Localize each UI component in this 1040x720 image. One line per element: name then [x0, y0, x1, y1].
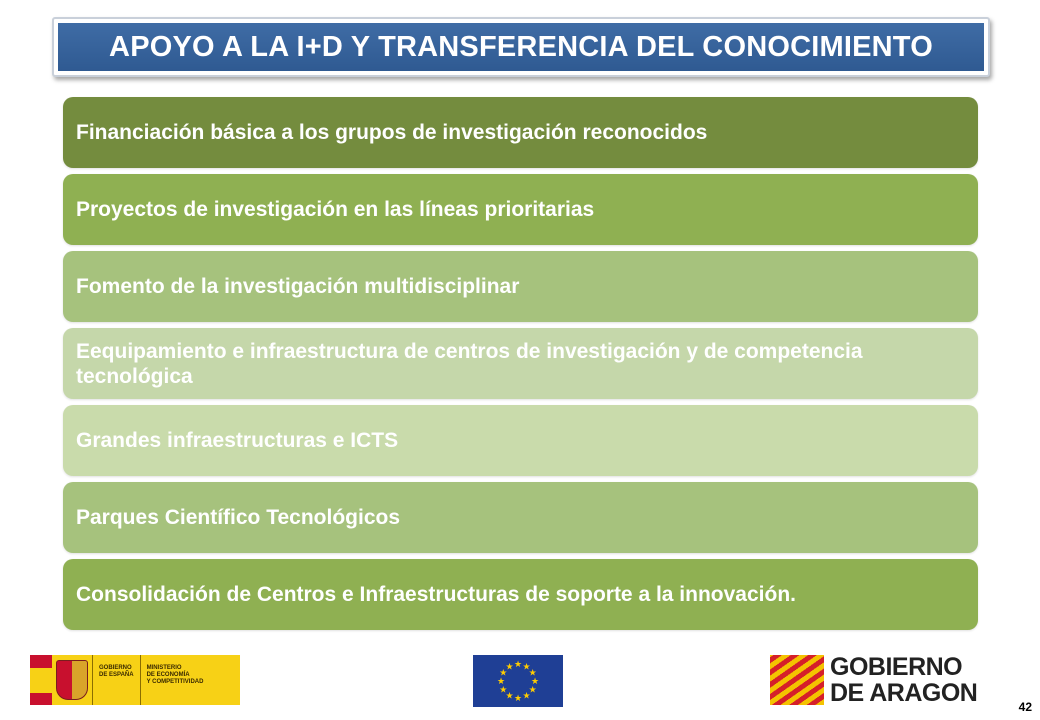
page-title: APOYO A LA I+D Y TRANSFERENCIA DEL CONOCIMIENTO [109, 30, 933, 63]
eu-star-icon: ★ [499, 684, 508, 695]
eu-star-icon: ★ [528, 667, 537, 678]
eu-flag-icon [473, 655, 563, 707]
list-item-label: Eequipamiento e infraestructura de centros de investigación y de competencia tecnológica [76, 339, 863, 388]
list-item-label: Grandes infraestructuras e ICTS [76, 429, 399, 452]
gobierno-aragon-text: GOBIERNO DE ARAGON [830, 653, 978, 707]
eu-star-icon: ★ [513, 693, 523, 703]
list-item-label: Fomento de la investigación multidisciplinar [76, 275, 520, 298]
gobierno-espana-text: GOBIERNO DE ESPAÑA [92, 655, 140, 705]
gobierno-espana-logo [30, 655, 240, 705]
list-item [63, 405, 978, 476]
list-item [63, 328, 978, 399]
list-item-label: Parques Científico Tecnológicos [76, 506, 401, 529]
gobierno-aragon-logo [770, 655, 1000, 705]
eu-star-icon: ★ [499, 667, 508, 678]
page-number: 42 [1018, 700, 1032, 714]
eu-star-icon: ★ [496, 676, 506, 686]
eu-star-icon: ★ [513, 659, 523, 669]
list-item [63, 174, 978, 245]
eu-star-icon: ★ [528, 684, 537, 695]
spain-coat-of-arms-icon [52, 655, 92, 705]
list-item [63, 251, 978, 322]
list-item [63, 482, 978, 553]
ministerio-text: MINISTERIO DE ECONOMÍA Y COMPETITIVIDAD [140, 655, 210, 705]
list-item [63, 559, 978, 630]
list-item-label: Consolidación de Centros e Infraestructuras de soporte a la innovación. [76, 583, 796, 606]
title-bar [58, 23, 984, 71]
list-item [63, 97, 978, 168]
list-item-label: Proyectos de investigación en las líneas prioritarias [76, 198, 595, 221]
eu-star-icon: ★ [530, 676, 540, 686]
spain-flag-icon [30, 655, 52, 705]
list-item-label: Financiación básica a los grupos de investigación reconocidos [76, 121, 708, 144]
title-frame [52, 17, 990, 77]
footer [0, 650, 1040, 720]
eu-star-icon: ★ [522, 661, 531, 672]
eu-star-icon: ★ [505, 690, 514, 701]
aragon-flag-icon [770, 655, 824, 705]
eu-star-icon: ★ [505, 661, 514, 672]
eu-star-icon: ★ [522, 690, 531, 701]
